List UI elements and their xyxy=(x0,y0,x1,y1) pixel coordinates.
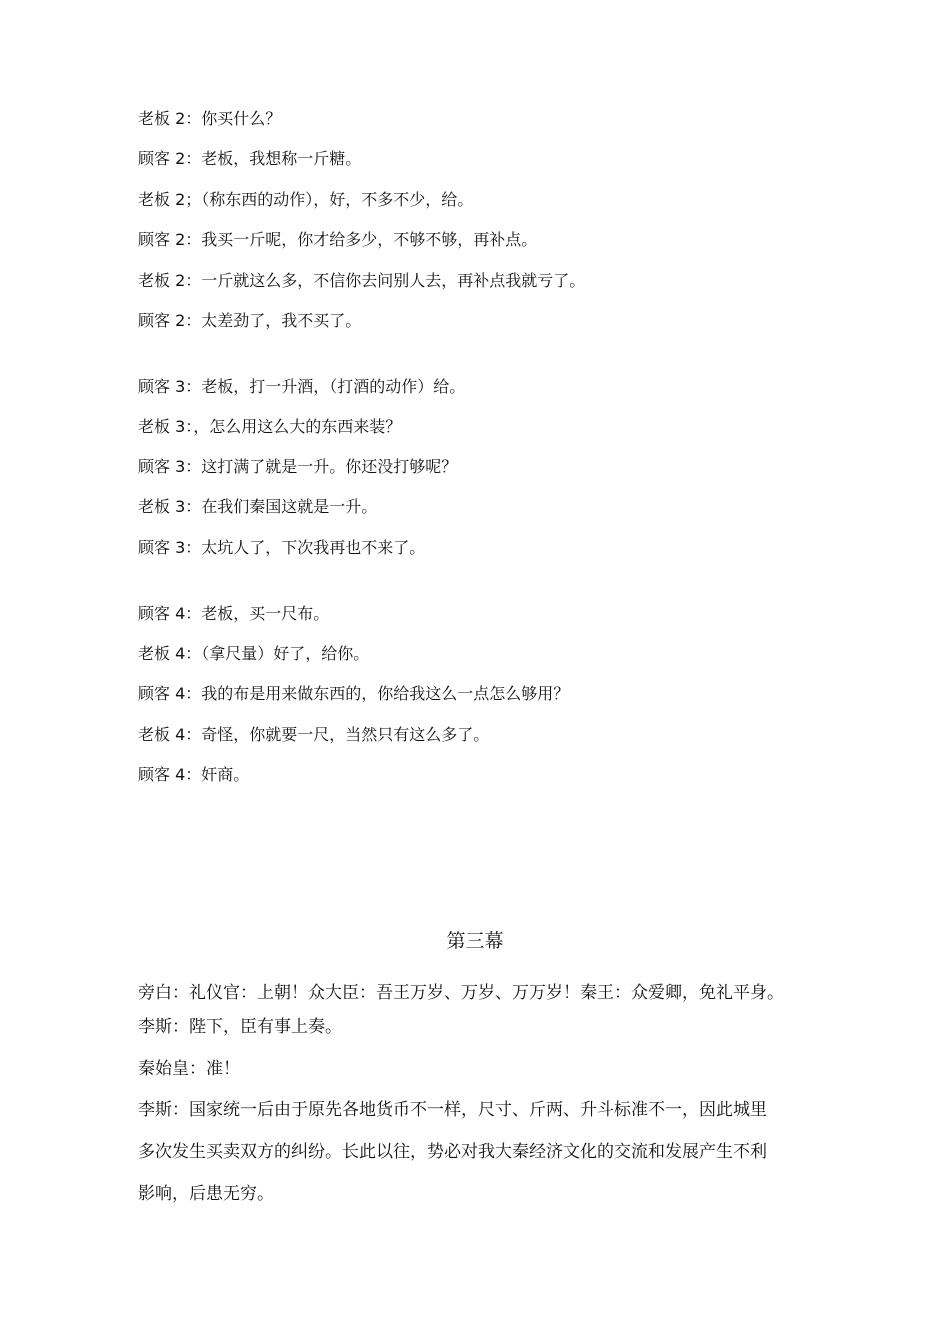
dialogue-line: 多次发生买卖双方的纠纷。长此以往，势必对我大秦经济文化的交流和发展产生不利 xyxy=(138,1142,767,1162)
dialogue-line: 老板 3：，怎么用这么大的东西来装？ xyxy=(138,417,402,436)
narration-line: 旁白：礼仪官：上朝！众大臣：吾王万岁、万岁、万万岁！秦王：众爱卿，免礼平身。 xyxy=(138,983,784,1003)
dialogue-line: 秦始皇：准！ xyxy=(138,1059,240,1079)
dialogue-line: 老板 2；（称东西的动作），好，不多不少，给。 xyxy=(138,190,474,209)
dialogue-line: 老板 2：你买什么？ xyxy=(138,109,282,128)
dialogue-line: 顾客 4：老板，买一尺布。 xyxy=(138,604,330,623)
dialogue-line: 老板 3：在我们秦国这就是一升。 xyxy=(138,497,378,516)
dialogue-line: 顾客 3：太坑人了，下次我再也不来了。 xyxy=(138,538,426,557)
dialogue-line: 老板 2：一斤就这么多，不信你去问别人去，再补点我就亏了。 xyxy=(138,271,586,290)
dialogue-line: 顾客 2：我买一斤呢，你才给多少，不够不够，再补点。 xyxy=(138,230,538,249)
dialogue-line: 影响，后患无穷。 xyxy=(138,1184,274,1204)
dialogue-line: 顾客 4：我的布是用来做东西的，你给我这么一点怎么够用？ xyxy=(138,684,570,703)
dialogue-line: 老板 4：奇怪，你就要一尺，当然只有这么多了。 xyxy=(138,725,490,744)
dialogue-line: 李斯：国家统一后由于原先各地货币不一样，尺寸、斤两、升斗标准不一，因此城里 xyxy=(138,1100,767,1120)
act-title: 第三幕 xyxy=(446,930,504,952)
dialogue-line: 老板 4：（拿尺量）好了，给你。 xyxy=(138,644,370,663)
dialogue-line: 顾客 2：老板，我想称一斤糖。 xyxy=(138,149,362,168)
dialogue-line: 李斯：陛下，臣有事上奏。 xyxy=(138,1017,342,1037)
dialogue-line: 顾客 2：太差劲了，我不买了。 xyxy=(138,311,362,330)
dialogue-line: 顾客 4：奸商。 xyxy=(138,765,250,784)
dialogue-line: 顾客 3：老板，打一升酒，（打酒的动作）给。 xyxy=(138,377,466,396)
dialogue-line: 顾客 3：这打满了就是一升。你还没打够呢？ xyxy=(138,457,458,476)
